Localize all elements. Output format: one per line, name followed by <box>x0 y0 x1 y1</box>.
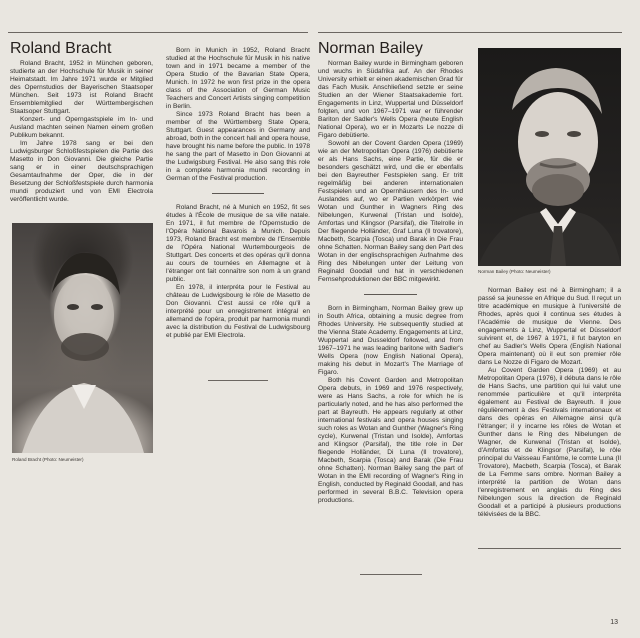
paragraph: Roland Bracht, 1952 in München geboren, studierte an der Hochschule für Musik in seiner Heimatstadt. Im Jahre 1971 wurde er Mitglied des Opernstudios der Bayerischen Staatsoper München. Seit 1973 ist Roland Bracht Ensemblemitglied der Württembergischen Staatsoper Stuttgart. <box>10 60 153 115</box>
paragraph: Roland Bracht, né à Munich en 1952, fit ses études à l'École de musique de sa ville natale. En 1971, il fut membre de l'Opernstudio de l'Opéra National Bavarois à Munich. Depuis 1973, Roland Bracht est membre de l'Ensemble de l'Opéra National Wurtembourgeois de Stuttgart. Des concerts et des opéras qu'il donna au cours de tournées en Allemagne et à l'étranger ont fait connaître son nom à un grand public. <box>166 204 310 283</box>
paragraph: Sowohl an der Covent Garden Opera (1969) wie an der Metropolitan Opera (1976) debütierte er als Hans Sachs, eine Partie, für die er besonders geschätzt wird, und die er ebenfalls bei den Bayreuther Festspielen sang. Er tritt regelmäßig bei anderen internationalen Festspielen und an Opernhäusern des In- und Auslandes auf, wo er Partien verkörpert wie Wotan und Gunther in Wagners Ring des Nibelungen, Kurwenal (Tristan und Isolde), Amfortas und Klingsor (Parsifal), die Titelrolle in Der fliegende Holländer, Graf Luna (Il trovatore), Macbeth, Scarpia (Tosca) und Barak in Die Frau ohne Schatten. Norman Bailey sang den Part des Wotan in der englischsprachigen Aufnahme des Ring des Nibelungen unter der Leitung von Reginald Goodall und hat in verschiedenen Fernsehproduktionen der BBC mitgewirkt. <box>318 140 463 283</box>
bottom-rule-right-column-2 <box>478 548 621 549</box>
roland-bracht-english-french-column <box>166 47 310 340</box>
section-divider <box>212 193 264 194</box>
roland-bracht-german-column <box>10 60 153 204</box>
norman-bailey-portrait <box>478 48 621 266</box>
bottom-rule-left <box>208 380 268 381</box>
paragraph: Au Covent Garden Opera (1969) et au Metropolitan Opera (1976), il débuta dans le rôle de Hans Sachs, une partition qui lui valut une renommée particulière et qu'il interpréta également au Festival de Bayreuth. Il joue régulièrement à des Festivals internationaux et dans des opéras en Allemagne ainsi qu'à l'étranger; il y incarne les rôles de Wotan et Gunther dans le Ring des Nibelungen de Wagner, de Kurwenal (Tristan et Isolde), d'Amfortas et de Klingsor (Parsifal), le rôle principal du Vaisseau Fantôme, le comte Luna (Il Trovatore), Macbeth, Scarpia (Tosca), et Barak de La Femme sans ombre. Norman Bailey a interprété la partition de Wotan dans l'enregistrement en anglais du Ring des Nibelungen sous la direction de Reginald Goodall et a participé à plusieurs productions télévisées de la BBC. <box>478 367 621 518</box>
paragraph: Since 1973 Roland Bracht has been a member of the Württemberg State Opera, Stuttgart. Guest appearances in Germany and abroad, both in the concert hall and opera house, have brought his name before the public. In 1978 he sang the part of Masetto in Don Giovanni at the Ludwigsburg Festival. He also sang this role in a complete harmonia mundi recording in German of the Festival production. <box>166 111 310 182</box>
norman-bailey-french-column <box>478 287 621 519</box>
portrait-shading <box>478 48 621 266</box>
paragraph: Konzert- und Operngastspiele im In- und Ausland machten seinen Namen einem großen Publikum bekannt. <box>10 116 153 139</box>
roland-bracht-portrait <box>12 223 153 453</box>
section-divider <box>364 294 416 295</box>
singer-name-norman-bailey: Norman Bailey <box>318 40 423 57</box>
portrait-shading <box>12 223 153 453</box>
bottom-rule-right-column-1 <box>360 574 422 575</box>
top-rule-right <box>318 32 622 33</box>
paragraph: Born in Birmingham, Norman Bailey grew up in South Africa, obtaining a music degree from Rhodes University. He subsequently studied at the Vienna State Academy. Engagements at Linz, Wuppertal and Dusseldorf followed, and from 1967–1971 he was leading baritone with Sadler's Wells Opera (now English National Opera), making his debut in Mozart's The Marriage of Figaro. <box>318 305 463 376</box>
paragraph: Im Jahre 1978 sang er bei den Ludwigsburger Schloßfestspielen die Partie des Masetto in Don Giovanni. Die gleiche Partie sang er in einer deutschsprachigen Gesamtaufnahme der Oper, die in der Besetzung der Schloßfestspiele durch harmonia mundi produziert und von EMI Electrola veröffentlicht wurde. <box>10 140 153 203</box>
paragraph: Norman Bailey wurde in Birmingham geboren und wuchs in Südafrika auf. An der Rhodes University erhielt er einen akademischen Grad für das Fach Musik. Anschließend setzte er seine Studien an der Wiener Staatsakademie fort. Engagements in Linz, Wuppertal und Düsseldorf folgten, und von 1967–1971 war er führender Bariton der Sadler's Wells Opera (heute English National Opera), wo er in Mozarts Le nozze di Figaro debütierte. <box>318 60 463 139</box>
norman-bailey-german-english-column <box>318 60 463 505</box>
photo-caption-roland-bracht: Roland Bracht (Photo: Neumeister) <box>12 457 84 462</box>
paragraph: Born in Munich in 1952, Roland Bracht studied at the Hochschule für Musik in his native town and in 1971 became a member of the Opera Studio of the Bavarian State Opera, Munich. In 1972 he won first prize in the opera class of the Association of German Music Teachers and Concert Artists singing competition in Berlin. <box>166 47 310 110</box>
paragraph: En 1978, il interpréta pour le Festival au château de Ludwigsbourg le rôle de Masetto de Don Giovanni. C'est aussi ce rôle qu'il a interprété pour un enregistrement intégral en allemand de l'opéra, produit par harmonia mundi avec la distribution du Festival de Ludwigsbourg et publié par EMI Electrola. <box>166 284 310 339</box>
paragraph: Norman Bailey est né à Birmingham; il a passé sa jeunesse en Afrique du Sud. Il reçut un titre académique en musique à l'université de Rhodes, après quoi il continua ses études à l'Académie de musique de Vienne. Des engagements à Linz, Wuppertal et Düsseldorf suivirent et, de 1967 à 1971, il fut baryton en chef au Sadler's Wells Opera (English National Opera maintenant) où il eut son premier rôle dans Le Nozze di Figaro de Mozart. <box>478 287 621 366</box>
page-number: 13 <box>610 619 618 626</box>
photo-caption-norman-bailey: Norman Bailey (Photo: Neumeister) <box>478 269 551 274</box>
paragraph: Both his Covent Garden and Metropolitan Opera debuts, in 1969 and 1976 respectively, were as Hans Sachs, a role for which he is particularly noted, and he has also performed the part at Bayreuth. He appears regularly at other international festivals and opera houses singing such roles as Wotan and Gunther (Wagner's Ring cycle), Kurwenal (Tristan und Isolde), Amfortas and Klingsor (Parsifal), the title role in Der fliegende Holländer, Di Luna (Il trovatore), Macbeth, Scarpia (Tosca) and Barak (Die Frau ohne Schatten). Norman Bailey sang the part of Wotan in the EMI recording of Wagner's Ring in English, conducted by Reginald Goodall, and has performed in several B.B.C. Television opera productions. <box>318 377 463 504</box>
singer-name-roland-bracht: Roland Bracht <box>10 40 112 57</box>
top-rule-left <box>8 32 308 33</box>
